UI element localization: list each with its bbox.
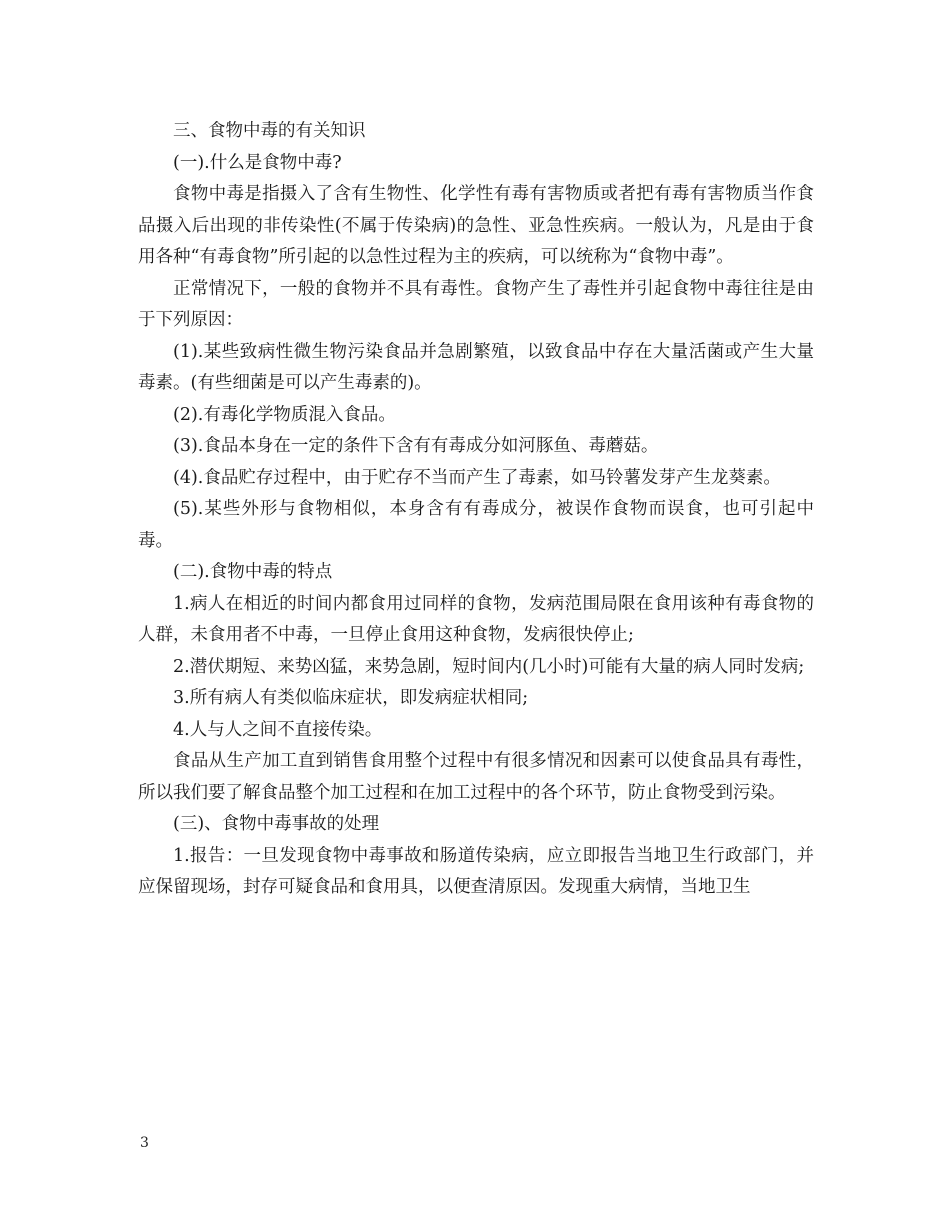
list-item: (3).食品本身在一定的条件下含有有毒成分如河豚鱼、毒蘑菇。: [173, 436, 659, 456]
subsection-heading: (一).什么是食物中毒?: [173, 152, 342, 173]
list-item: 4.人与人之间不直接传染。: [173, 719, 383, 740]
list-item: 2.潜伏期短、来势凶猛，来势急剧，短时间内(几小时)可能有大量的病人同时发病;: [173, 656, 805, 677]
list-item: (5).某些外形与食物相似，本身含有有毒成分，被误作食物而误食，也可引起中毒。: [138, 499, 814, 551]
body-paragraph: 食物中毒是指摄入了含有生物性、化学性有毒有害物质或者把有毒有害物质当作食品摄入后出现的非传染性(不属于传染病)的急性、亚急性疾病。一般认为，凡是由于食用各种“有毒食物”所引起的以急性过程为主的疾病，可以统称为“食物中毒”。: [138, 184, 814, 267]
body-paragraph: 食品从生产加工直到销售食用整个过程中有很多情况和因素可以使食品具有毒性，所以我们要了解食品整个加工过程和在加工过程中的各个环节，防止食物受到污染。: [138, 751, 814, 803]
list-item: 1.报告：一旦发现食物中毒事故和肠道传染病，应立即报告当地卫生行政部门，并应保留现场，封存可疑食品和食用具，以便查清原因。发现重大病情，当地卫生: [138, 845, 814, 897]
list-item: (2).有毒化学物质混入食品。: [173, 404, 396, 425]
section-heading: 三、食物中毒的有关知识: [173, 121, 366, 141]
list-item: 3.所有病人有类似临床症状，即发病症状相同;: [173, 688, 529, 708]
list-item: 1.病人在相近的时间内都食用过同样的食物，发病范围局限在食用该种有毒食物的人群，未食用者不中毒，一旦停止食用这种食物，发病很快停止;: [138, 593, 814, 645]
list-item: (1).某些致病性微生物污染食品并急剧繁殖，以致食品中存在大量活菌或产生大量毒素。(有些细菌是可以产生毒素的)。: [138, 341, 814, 393]
subsection-heading: (三)、食物中毒事故的处理: [173, 814, 380, 834]
page-number: 3: [140, 1135, 149, 1151]
subsection-heading: (二).食物中毒的特点: [173, 562, 333, 582]
document-body: [138, 116, 814, 904]
list-item: (4).食品贮存过程中，由于贮存不当而产生了毒素，如马铃薯发芽产生龙葵素。: [173, 467, 781, 488]
body-paragraph: 正常情况下，一般的食物并不具有毒性。食物产生了毒性并引起食物中毒往往是由于下列原因：: [138, 278, 814, 330]
